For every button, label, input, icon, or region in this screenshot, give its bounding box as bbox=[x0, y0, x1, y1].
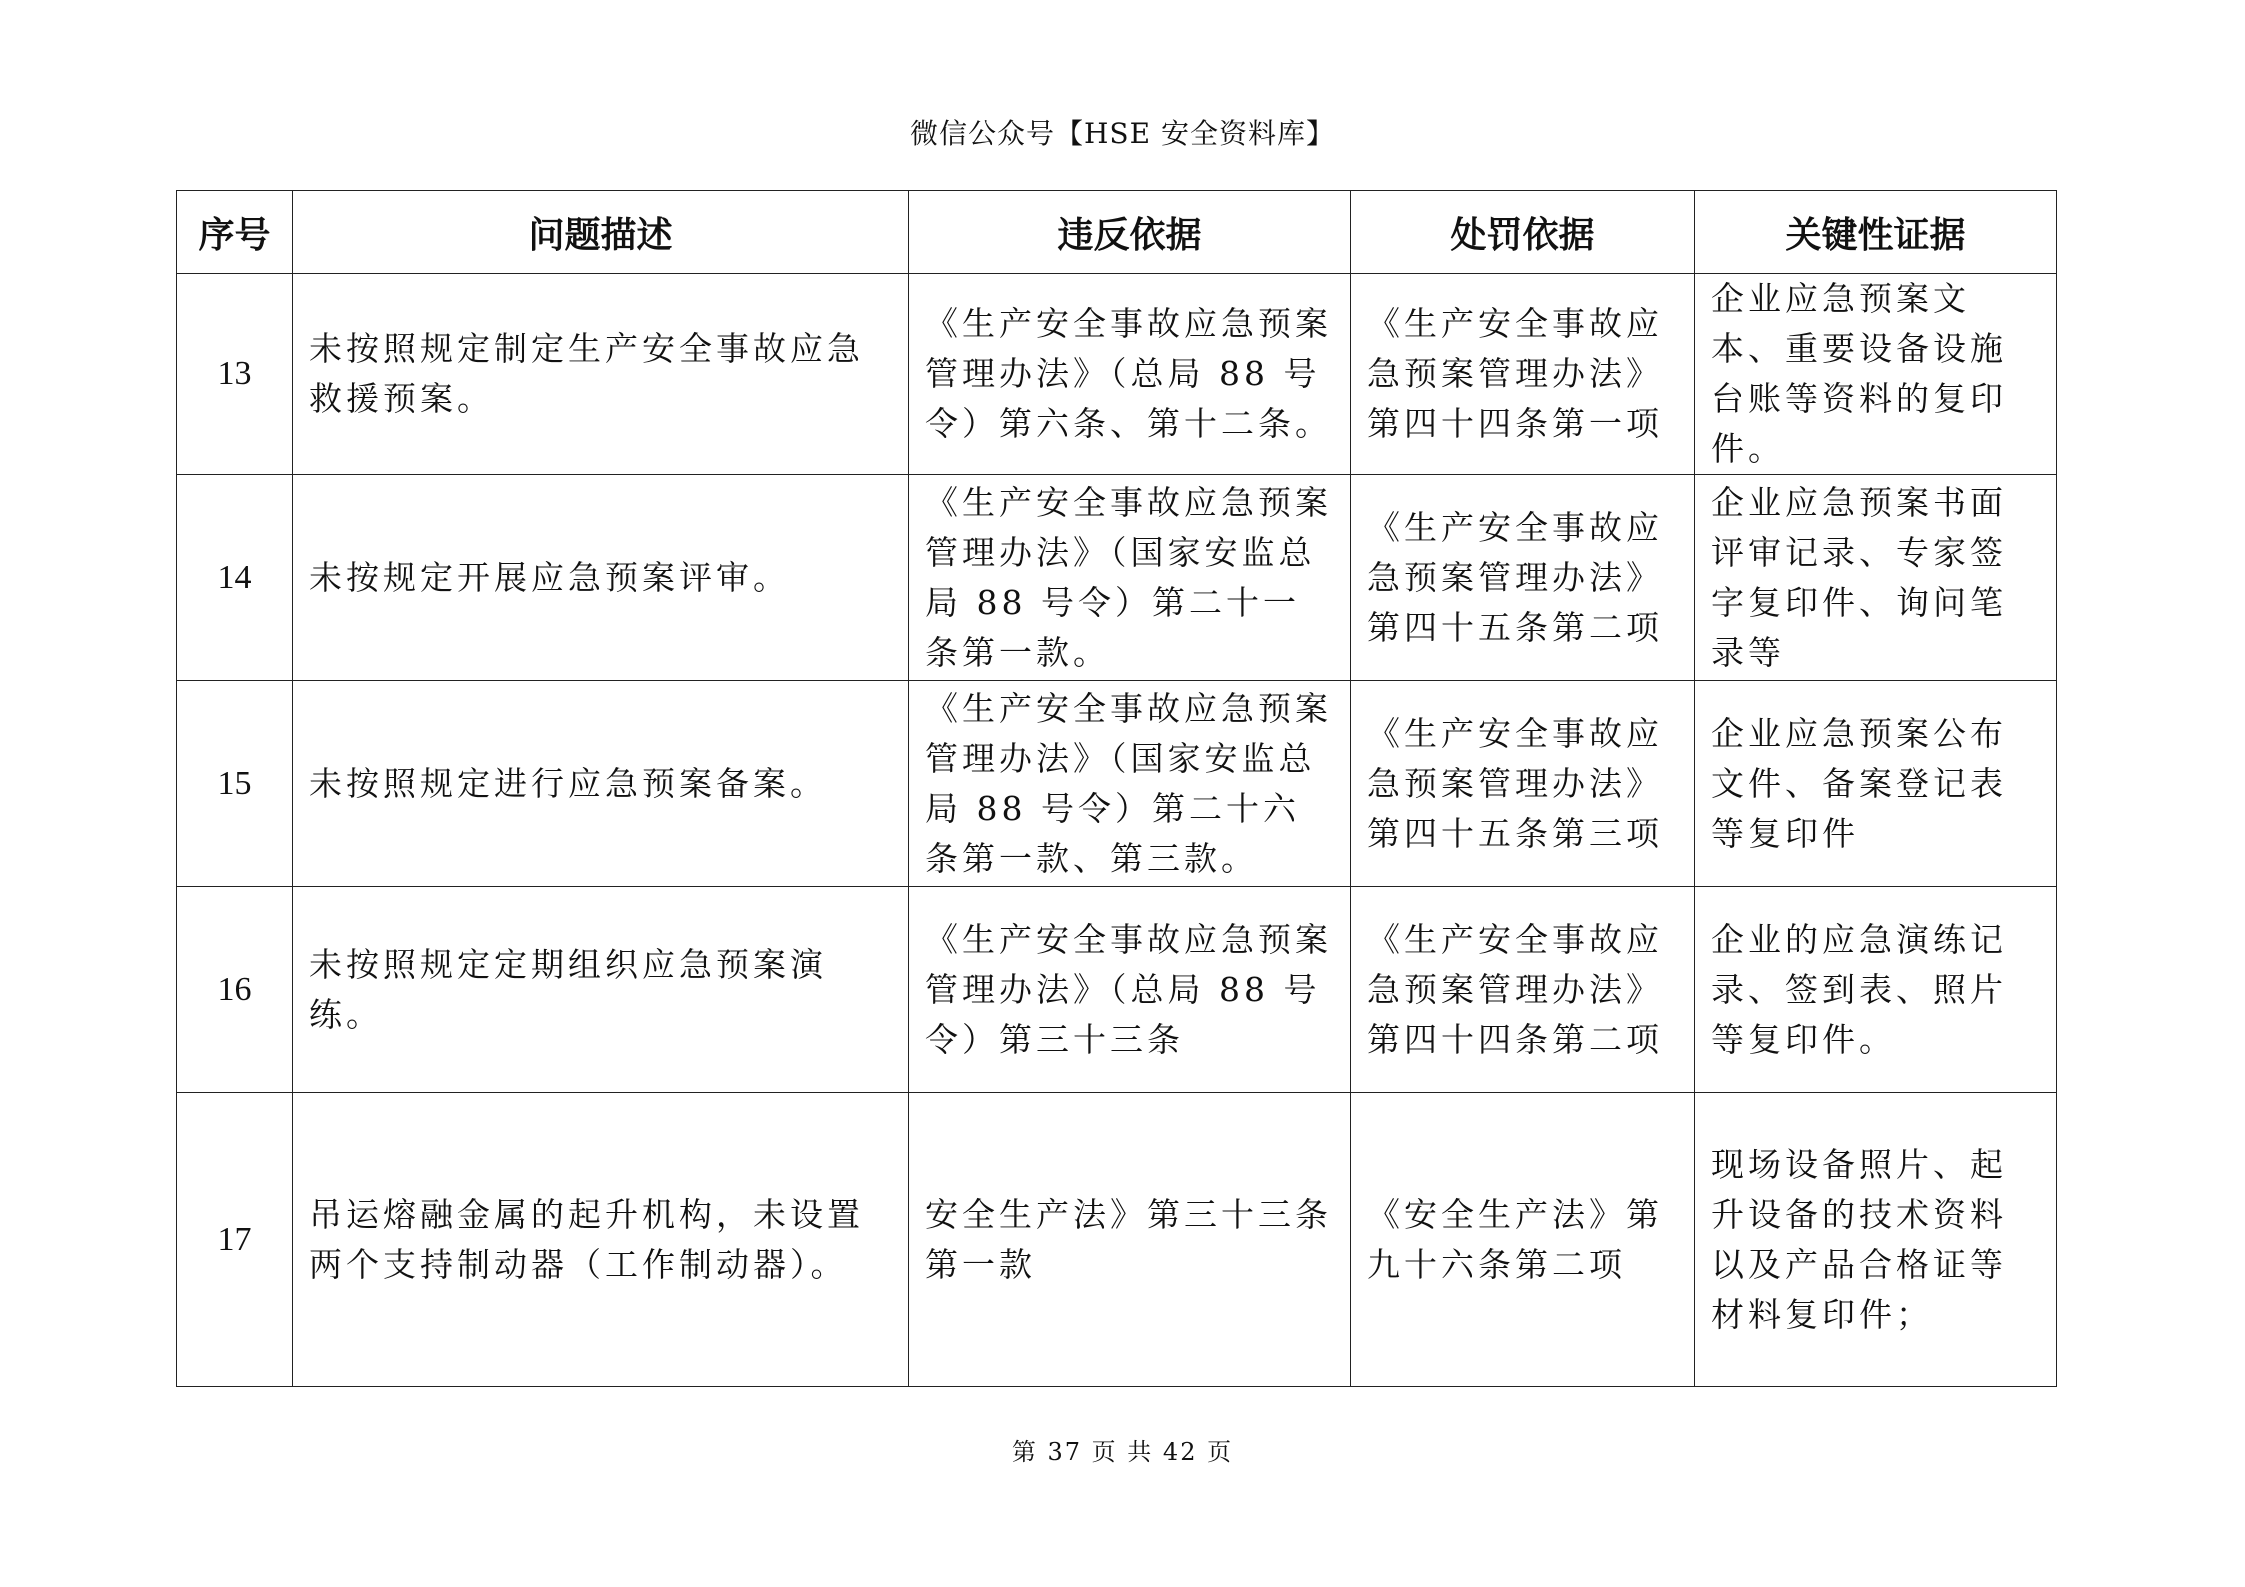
row-seq: 15 bbox=[177, 681, 293, 887]
row-seq: 16 bbox=[177, 887, 293, 1093]
table-row bbox=[177, 475, 2057, 681]
row-description: 未按照规定定期组织应急预案演练。 bbox=[293, 887, 909, 1093]
row-violation-basis: 《生产安全事故应急预案管理办法》（国家安监总局 88 号令）第二十六条第一款、第三款。 bbox=[909, 681, 1351, 887]
row-violation-basis: 《生产安全事故应急预案管理办法》（总局 88 号令）第六条、第十二条。 bbox=[909, 274, 1351, 475]
column-header-seq: 序号 bbox=[177, 191, 293, 274]
row-key-evidence: 现场设备照片、起升设备的技术资料以及产品合格证等材料复印件； bbox=[1695, 1093, 2057, 1387]
row-penalty-basis: 《生产安全事故应急预案管理办法》第四十四条第一项 bbox=[1351, 274, 1695, 475]
row-key-evidence: 企业应急预案书面评审记录、专家签字复印件、询问笔录等 bbox=[1695, 475, 2057, 681]
table-row bbox=[177, 681, 2057, 887]
table-header-row bbox=[177, 191, 2057, 274]
row-description: 吊运熔融金属的起升机构，未设置两个支持制动器（工作制动器）。 bbox=[293, 1093, 909, 1387]
row-seq: 17 bbox=[177, 1093, 293, 1387]
violations-table bbox=[176, 190, 2057, 1387]
page-header: 微信公众号【HSE 安全资料库】 bbox=[910, 117, 1335, 150]
row-description: 未按规定开展应急预案评审。 bbox=[293, 475, 909, 681]
table-row bbox=[177, 887, 2057, 1093]
column-header-penalty-basis: 处罚依据 bbox=[1351, 191, 1695, 274]
row-description: 未按照规定进行应急预案备案。 bbox=[293, 681, 909, 887]
row-violation-basis: 《生产安全事故应急预案管理办法》（总局 88 号令）第三十三条 bbox=[909, 887, 1351, 1093]
row-penalty-basis: 《生产安全事故应急预案管理办法》第四十五条第三项 bbox=[1351, 681, 1695, 887]
row-violation-basis: 安全生产法》第三十三条第一款 bbox=[909, 1093, 1351, 1387]
row-seq: 13 bbox=[177, 274, 293, 475]
column-header-key-evidence: 关键性证据 bbox=[1695, 191, 2057, 274]
row-description: 未按照规定制定生产安全事故应急救援预案。 bbox=[293, 274, 909, 475]
row-key-evidence: 企业应急预案公布文件、备案登记表等复印件 bbox=[1695, 681, 2057, 887]
row-key-evidence: 企业的应急演练记录、签到表、照片等复印件。 bbox=[1695, 887, 2057, 1093]
row-penalty-basis: 《安全生产法》第九十六条第二项 bbox=[1351, 1093, 1695, 1387]
row-key-evidence: 企业应急预案文本、重要设备设施台账等资料的复印件。 bbox=[1695, 274, 2057, 475]
row-violation-basis: 《生产安全事故应急预案管理办法》（国家安监总局 88 号令）第二十一条第一款。 bbox=[909, 475, 1351, 681]
column-header-description: 问题描述 bbox=[293, 191, 909, 274]
row-penalty-basis: 《生产安全事故应急预案管理办法》第四十四条第二项 bbox=[1351, 887, 1695, 1093]
row-seq: 14 bbox=[177, 475, 293, 681]
table-row bbox=[177, 1093, 2057, 1387]
row-penalty-basis: 《生产安全事故应急预案管理办法》第四十五条第二项 bbox=[1351, 475, 1695, 681]
column-header-violation-basis: 违反依据 bbox=[909, 191, 1351, 274]
table-row bbox=[177, 274, 2057, 475]
page-footer: 第 37 页 共 42 页 bbox=[1011, 1438, 1234, 1466]
